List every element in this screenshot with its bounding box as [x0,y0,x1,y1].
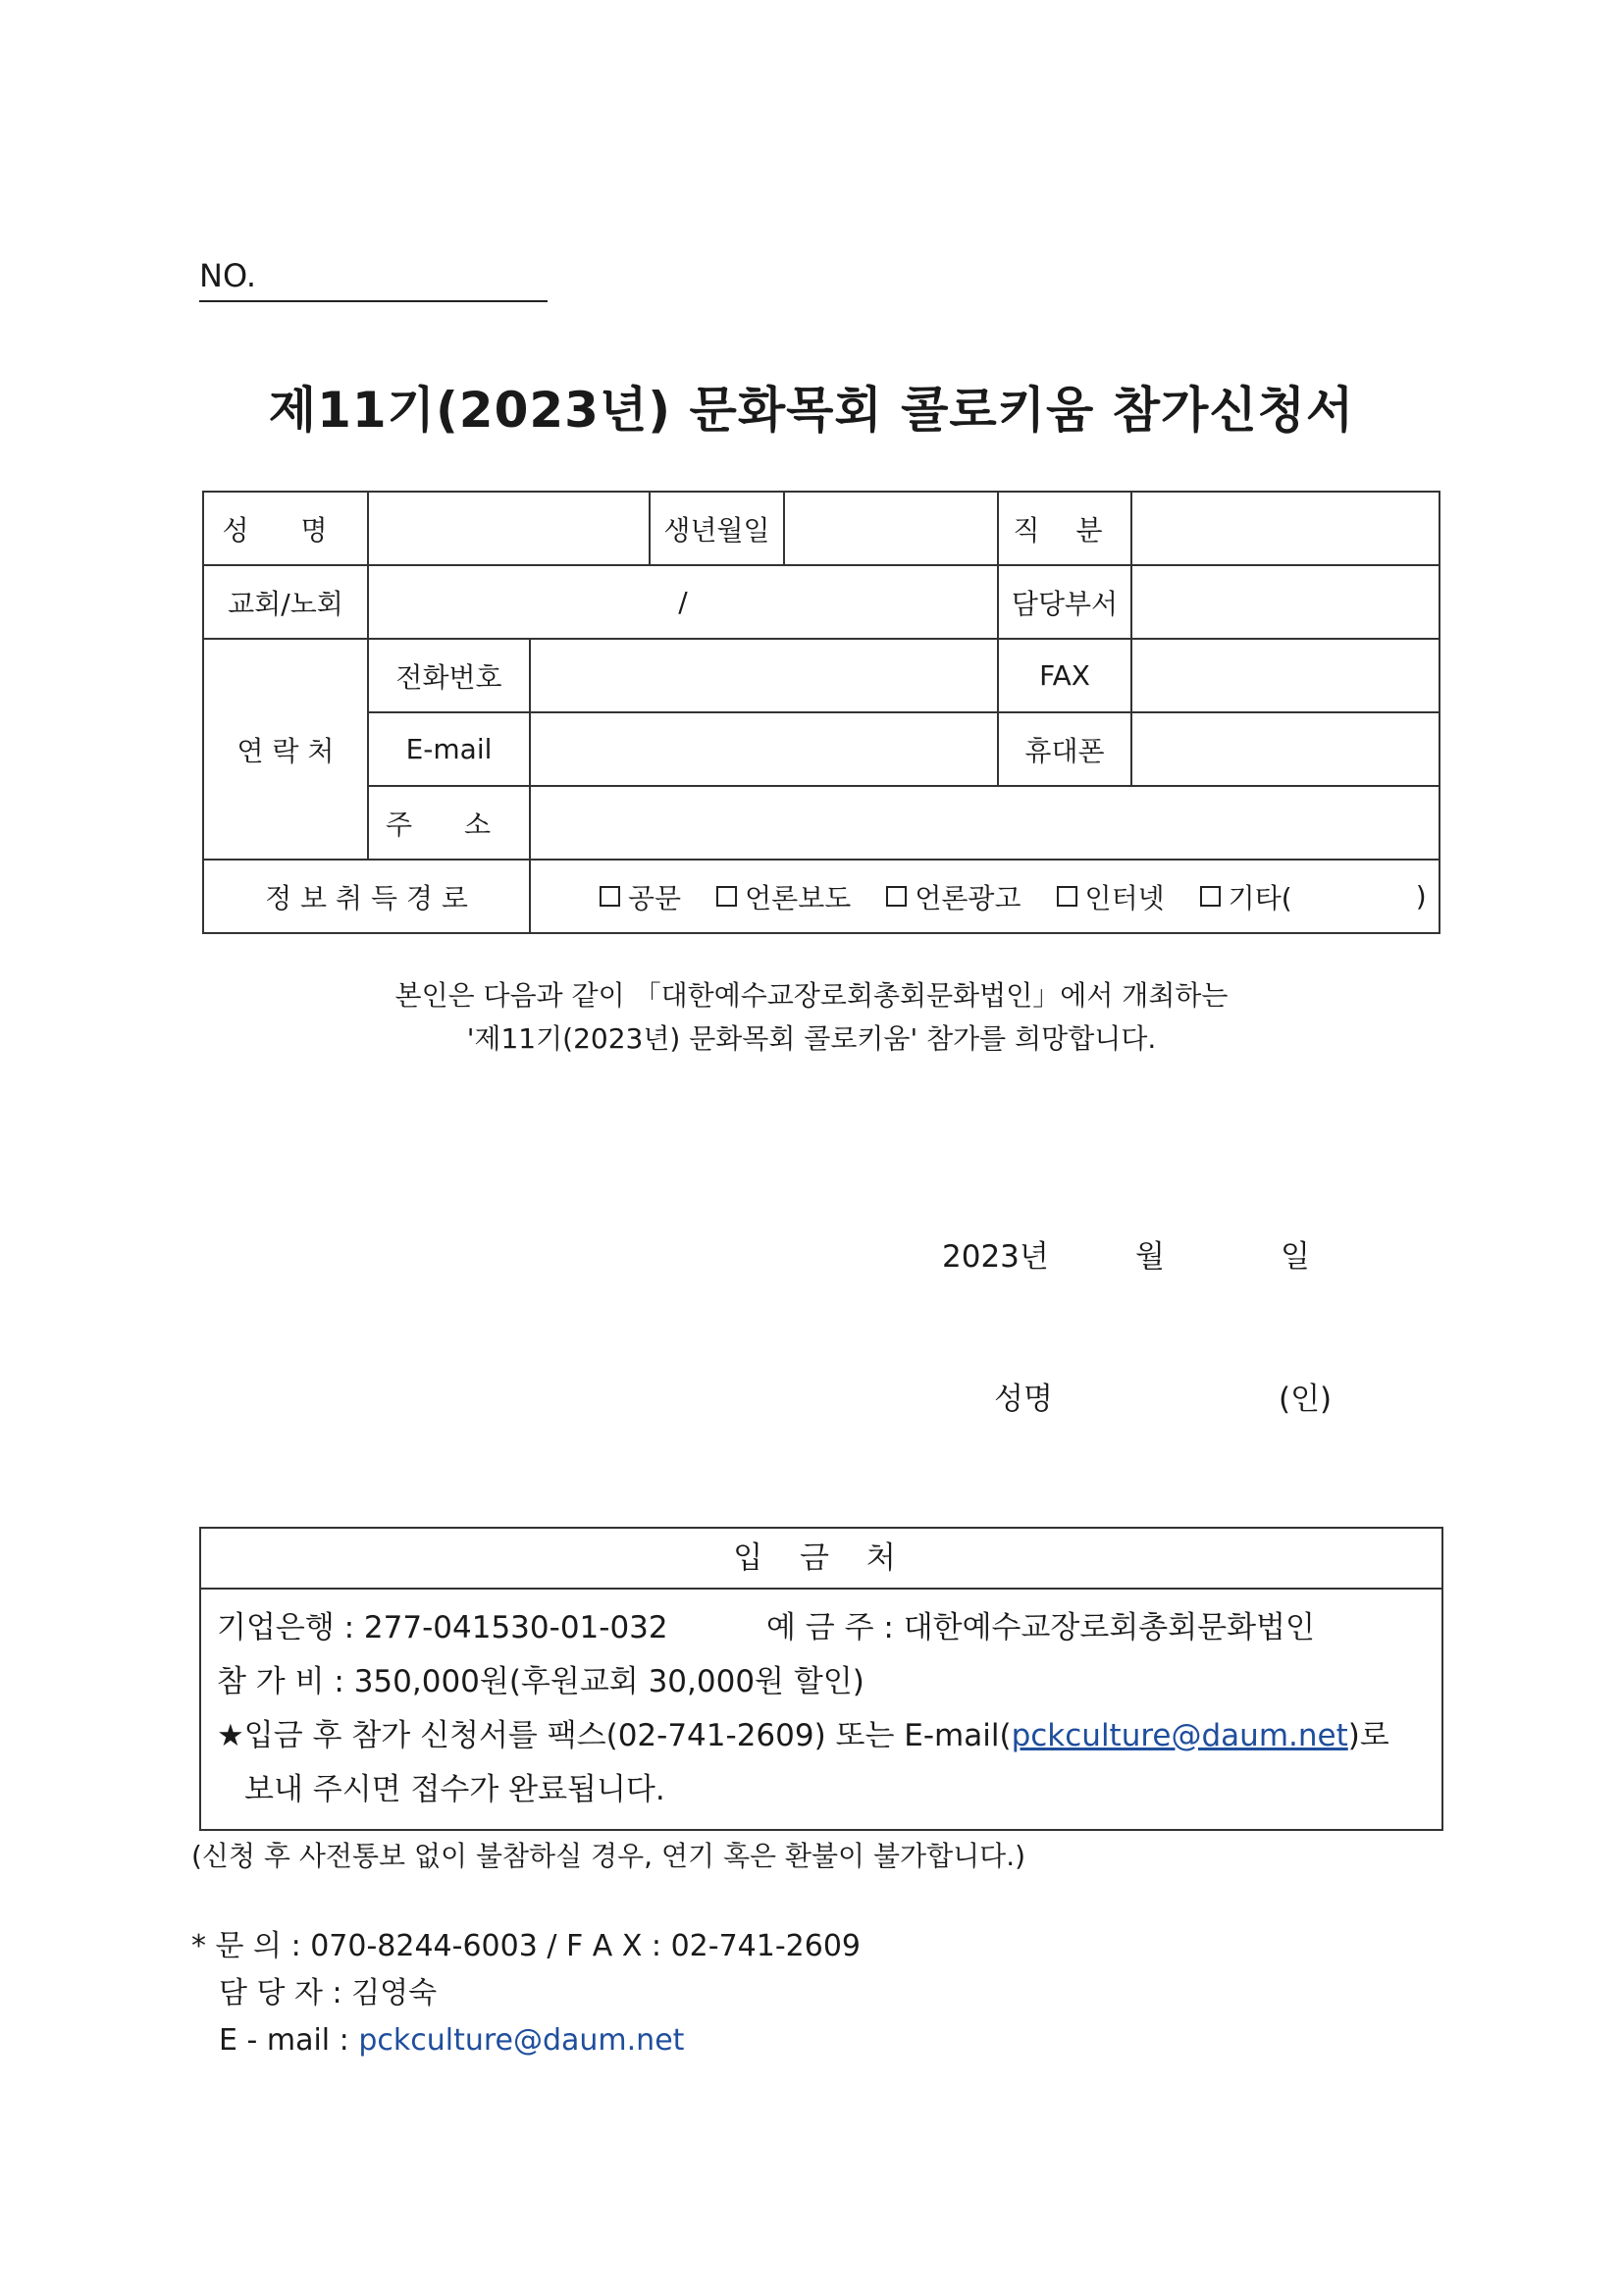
phone-field[interactable] [530,639,998,712]
participation-fee: 참 가 비 : 350,000원(후원교회 30,000원 할인) [217,1664,864,1699]
department-label: 담당부서 [998,565,1131,639]
email-field[interactable] [530,712,998,786]
checkbox-icon[interactable] [600,886,620,907]
phone-label: 전화번호 [368,639,530,712]
route-option-other[interactable]: 기타( ) [1200,877,1427,916]
route-options [530,860,1440,933]
bank-info-box [199,1527,1443,1831]
birth-label: 생년월일 [650,492,784,565]
submission-instruction: ★입금 후 참가 신청서를 팩스(02-741-2609) 또는 E-mail(pckculture@daum.net)로 [217,1718,1389,1753]
fax-field[interactable] [1131,639,1440,712]
statement-line-2: '제11기(2023년) 문화목회 콜로키움' 참가를 희망합니다. [466,1022,1157,1055]
date-month: 월 [1135,1239,1165,1275]
route-label: 정 보 취 득 경 로 [203,860,530,933]
mobile-field[interactable] [1131,712,1440,786]
submission-instruction-line-2: 보내 주시면 접수가 완료됩니다. [244,1772,665,1807]
name-field[interactable] [368,492,650,565]
checkbox-icon[interactable] [886,886,907,907]
route-option-official[interactable]: 공문 [600,877,681,916]
route-option-internet[interactable]: 인터넷 [1057,877,1165,916]
name-label: 성 명 [203,492,368,565]
page-title: 제11기(2023년) 문화목회 콜로키움 참가신청서 [268,382,1355,439]
mobile-label: 휴대폰 [998,712,1131,786]
fax-label: FAX [998,639,1131,712]
statement-line-1: 본인은 다음과 같이 「대한예수교장로회총회문화법인」에서 개최하는 [394,979,1229,1012]
route-option-press[interactable]: 언론보도 [716,877,851,916]
application-form-table [202,491,1440,934]
signature-label: 성명 [994,1382,1053,1417]
position-field[interactable] [1131,492,1440,565]
email-label: E-mail [368,712,530,786]
seal-mark: (인) [1279,1382,1333,1417]
manager-line: 담 당 자 : 김영숙 [219,1976,438,2010]
checkbox-icon[interactable] [1057,886,1077,907]
address-field[interactable] [530,786,1440,860]
email-link[interactable]: pckculture@daum.net [1011,1718,1348,1753]
birth-field[interactable] [784,492,998,565]
address-label: 주 소 [368,786,530,860]
church-separator: / [678,586,688,618]
date-day: 일 [1281,1239,1310,1275]
date-year: 2023년 [942,1239,1049,1275]
account-holder: 예 금 주 : 대한예수교장로회총회문화법인 [766,1610,1315,1645]
route-option-ad[interactable]: 언론광고 [886,877,1021,916]
refund-notice: (신청 후 사전통보 없이 불참하실 경우, 연기 혹은 환불이 불가합니다.) [191,1840,1026,1872]
department-field[interactable] [1131,565,1440,639]
contact-info [191,1923,861,2064]
position-label: 직 분 [998,492,1131,565]
checkbox-icon[interactable] [1200,886,1221,907]
email-line: E - mail : pckculture@daum.net [219,2023,685,2058]
inquiry-line: * 문 의 : 070-8244-6003 / F A X : 02-741-2609 [191,1929,862,1963]
document-number-label: NO. [199,257,548,302]
bank-header: 입 금 처 [201,1529,1441,1590]
checkbox-icon[interactable] [716,886,737,907]
contact-label: 연 락 처 [203,639,368,860]
contact-email[interactable]: pckculture@daum.net [358,2023,685,2058]
church-field[interactable] [368,565,998,639]
church-label: 교회/노회 [203,565,368,639]
bank-account: 기업은행 : 277-041530-01-032 [217,1610,668,1645]
